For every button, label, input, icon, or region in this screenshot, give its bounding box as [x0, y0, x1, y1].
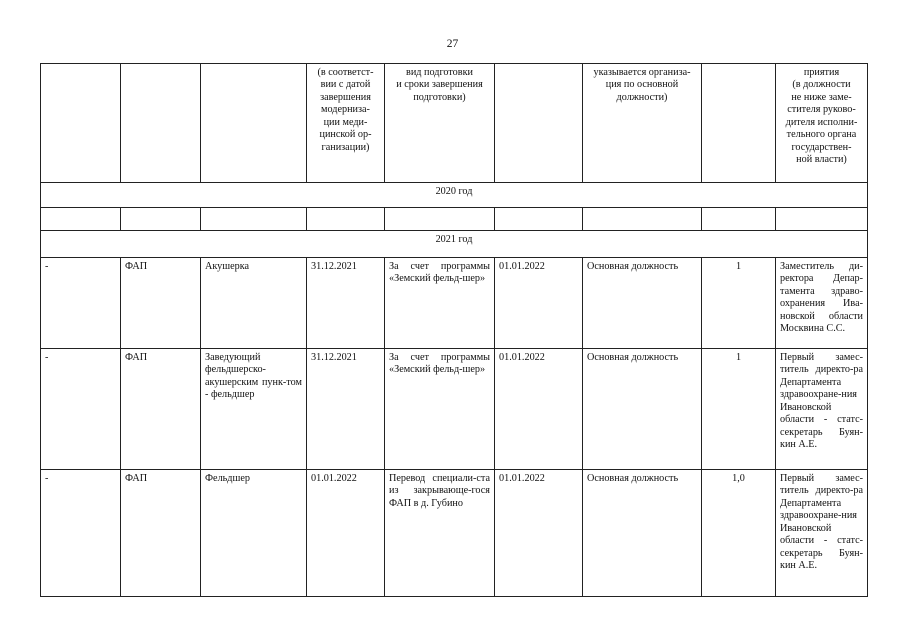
row-type: Основная должность [583, 349, 702, 470]
row-rate: 1 [702, 258, 776, 349]
row-training: За счет программы «Земский фельд-шер» [385, 258, 495, 349]
row-responsible: Заместитель ди-ректора Депар-тамента здраво-охранения Ива-новской области Москвина С.С. [776, 258, 868, 349]
section-2020-row [41, 183, 868, 208]
row-position: Заведующий фельдшерско-акушерским пунк-том - фельдшер [201, 349, 307, 470]
row-number: - [41, 349, 121, 470]
row-date: 31.12.2021 [307, 349, 385, 470]
row-position: Фельдшер [201, 470, 307, 597]
table-row [41, 349, 868, 470]
row-training: Перевод специали-ста из закрывающе-гося ФАП в д. Губино [385, 470, 495, 597]
row-type: Основная должность [583, 470, 702, 597]
row-start: 01.01.2022 [495, 258, 583, 349]
row-position: Акушерка [201, 258, 307, 349]
empty-row [41, 208, 868, 231]
header-cell-start [495, 64, 583, 183]
row-responsible: Первый замес-титель директо-ра Департамента здравоохране-ния Ивановской области - статс-секретарь Буян-кин А.Е. [776, 349, 868, 470]
header-cell-rate [702, 64, 776, 183]
section-2020-title: 2020 год [41, 183, 868, 208]
staffing-table [40, 63, 868, 597]
row-start: 01.01.2022 [495, 470, 583, 597]
header-cell-type: указывается организа- ция по основной должности) [583, 64, 702, 183]
table-row [41, 258, 868, 349]
row-type: Основная должность [583, 258, 702, 349]
section-2021-title: 2021 год [41, 231, 868, 258]
section-2021-row [41, 231, 868, 258]
row-number: - [41, 470, 121, 597]
row-date: 31.12.2021 [307, 258, 385, 349]
header-cell-unit [121, 64, 201, 183]
row-training: За счет программы «Земский фельд-шер» [385, 349, 495, 470]
row-number: - [41, 258, 121, 349]
header-cell-responsible: приятия (в должности не ниже заме- стителя руково- дителя исполни- тельного органа государствен- ной власти) [776, 64, 868, 183]
row-rate: 1 [702, 349, 776, 470]
row-unit: ФАП [121, 470, 201, 597]
table-row [41, 470, 868, 597]
row-unit: ФАП [121, 349, 201, 470]
row-unit: ФАП [121, 258, 201, 349]
row-start: 01.01.2022 [495, 349, 583, 470]
row-responsible: Первый замес-титель директо-ра Департамента здравоохране-ния Ивановской области - статс-секретарь Буян-кин А.Е. [776, 470, 868, 597]
header-cell-date: (в соответст- вии с датой завершения модерниза- ции меди- цинской ор- ганизации) [307, 64, 385, 183]
header-cell-training: вид подготовки и сроки завершения подготовки) [385, 64, 495, 183]
page-number: 27 [446, 38, 459, 50]
row-date: 01.01.2022 [307, 470, 385, 597]
header-cell-number [41, 64, 121, 183]
row-rate: 1,0 [702, 470, 776, 597]
header-cell-position [201, 64, 307, 183]
header-continuation-row [41, 64, 868, 183]
